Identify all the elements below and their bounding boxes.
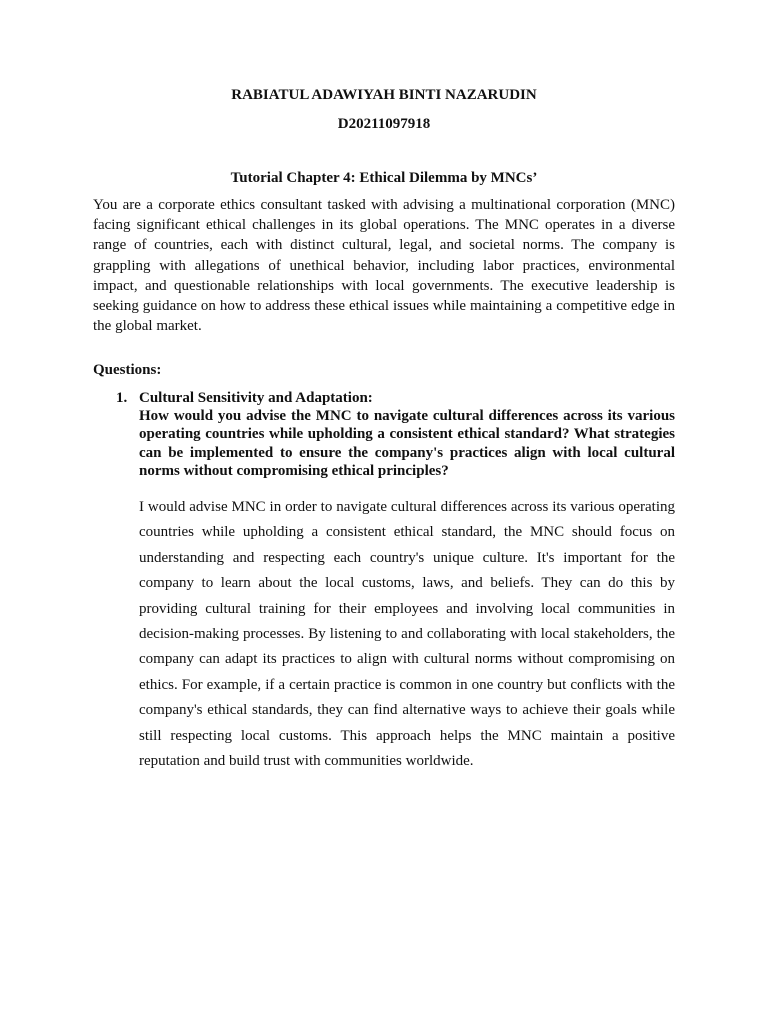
questions-heading: Questions: xyxy=(93,362,162,378)
question-title: Cultural Sensitivity and Adaptation: xyxy=(139,390,373,406)
student-id: D20211097918 xyxy=(337,116,431,132)
author-name: RABIATUL ADAWIYAH BINTI NAZARUDIN xyxy=(231,87,537,103)
intro-paragraph: You are a corporate ethics consultant tasked with advising a multinational corporation (MNC) facing significant ethical challenges in its global operations. The MNC operates in a diverse range of countries, each with distinct cultural, legal, and societal norms. The company is grappling with allegations of unethical behavior, including labor practices, environmental impact, and questionable relationships with local governments. The executive leadership is seeking guidance on how to address these ethical issues while maintaining a competitive edge in the global market. xyxy=(93,197,675,335)
question-text: How would you advise the MNC to navigate cultural differences across its various operating countries while upholding a consistent ethical standard? What strategies can be implemented to ensure the company's practices align with local cultural norms without compromising ethical principles? xyxy=(139,408,675,480)
question-number: 1. xyxy=(116,390,128,406)
answer-paragraph: I would advise MNC in order to navigate cultural differences across its various operating countries while upholding a consistent ethical standard, the MNC should focus on understanding and respecting each country's unique culture. It's important for the company to learn about the local customs, laws, and beliefs. They can do this by providing cultural training for their employees and involving local communities in decision-making processes. By listening to and collaborating with local stakeholders, the company can adapt its practices to align with cultural norms without compromising on ethics. For example, if a certain practice is common in one country but conflicts with the company's ethical standards, they can find alternative ways to achieve their goals while still respecting local customs. This approach helps the MNC maintain a positive reputation and build trust with communities worldwide. xyxy=(139,499,675,770)
document-title: Tutorial Chapter 4: Ethical Dilemma by MNCs’ xyxy=(230,170,538,186)
